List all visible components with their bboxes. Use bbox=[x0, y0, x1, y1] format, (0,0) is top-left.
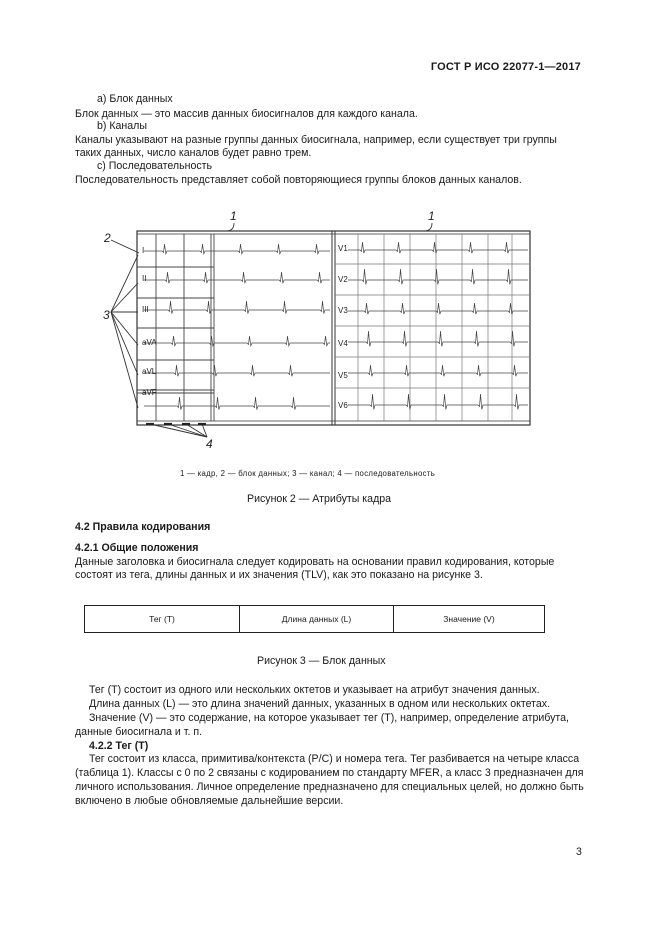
lead-label-left: III bbox=[142, 305, 149, 314]
tlv-value-cell: Значение (V) bbox=[443, 614, 495, 624]
callout-channel-leaders bbox=[111, 255, 138, 408]
lead-label-right: V1 bbox=[338, 244, 348, 253]
callout-sequence: 4 bbox=[206, 437, 213, 451]
ecg-trace bbox=[348, 242, 528, 253]
figure2-legend: 1 — кадр, 2 — блок данных; 3 — канал; 4 — последовательность bbox=[180, 469, 436, 478]
lead-label-left: aVA bbox=[142, 338, 157, 347]
section-4-2-1-text-2: состоят из тега, длины данных и их значения (TLV), как это показано на рисунке 3. bbox=[75, 569, 483, 581]
left-lead-labels bbox=[142, 246, 157, 397]
item-a-text: Блок данных — это массив данных биосигналов для каждого канала. bbox=[75, 108, 418, 120]
lead-label-left: aVF bbox=[142, 388, 157, 397]
section-4-2-1-title: 4.2.1 Общие положения bbox=[75, 542, 199, 554]
ecg-trace bbox=[144, 272, 330, 283]
item-b-text-1: Каналы указывают на разные группы данных биосигнала, например, если существует три группы bbox=[75, 134, 557, 146]
section-4-2-2-line-1: Тег состоит из класса, примитива/контекста (P/C) и номера тега. Тег разбивается на четыре класса bbox=[89, 753, 580, 765]
definition-value-1: Значение (V) — это содержание, на которое указывает тег (Т), например, определение атрибута, bbox=[89, 712, 569, 724]
callout-channel: 3 bbox=[103, 308, 110, 322]
document-header: ГОСТ Р ИСО 22077-1—2017 bbox=[430, 61, 581, 73]
callout-frame-left-leader bbox=[226, 223, 234, 231]
ecg-trace bbox=[144, 336, 330, 346]
right-lead-labels bbox=[338, 244, 348, 410]
lead-label-right: V2 bbox=[338, 275, 348, 284]
callout-frame-right: 1 bbox=[428, 209, 435, 223]
lead-label-right: V6 bbox=[338, 401, 348, 410]
item-a-title: a) Блок данных bbox=[97, 93, 173, 105]
section-4-2-2-title: 4.2.2 Тег (Т) bbox=[89, 740, 149, 752]
ecg-trace bbox=[348, 394, 528, 409]
frame-attributes-figure bbox=[0, 200, 661, 490]
callout-frame-right-leader bbox=[424, 223, 432, 231]
section-4-2-1-text-1: Данные заголовка и биосигнала следует кодировать на основании правил кодирования, которые bbox=[75, 556, 555, 568]
callout-data-block-leader bbox=[111, 240, 139, 253]
ecg-trace bbox=[144, 365, 330, 376]
figure3-caption: Рисунок 3 — Блок данных bbox=[257, 655, 386, 667]
definition-tag: Тег (Т) состоит из одного или нескольких октетов и указывает на атрибут значения данных. bbox=[89, 684, 540, 696]
tlv-data-block-table bbox=[84, 605, 545, 633]
figure2-caption: Рисунок 2 — Атрибуты кадра bbox=[247, 493, 392, 505]
section-4-2-2-line-3: личного использования. Личное определение предназначено для специальных целей, но должно быть bbox=[75, 781, 584, 793]
item-b-title: b) Каналы bbox=[97, 120, 147, 132]
ecg-trace bbox=[348, 365, 528, 376]
item-b-text-2: таких данных, число каналов будет равно трем. bbox=[75, 147, 312, 159]
tlv-length-cell: Длина данных (L) bbox=[240, 606, 394, 632]
ecg-trace bbox=[144, 301, 330, 314]
lead-label-right: V5 bbox=[338, 371, 348, 380]
item-c-text: Последовательность представляет собой повторяющиеся группы блоков данных каналов. bbox=[75, 174, 522, 186]
section-4-2-2-line-4: включено в любые обновляемые дальнейшие версии. bbox=[75, 795, 344, 807]
item-c-title: c) Последовательность bbox=[97, 160, 213, 172]
ecg-trace bbox=[144, 244, 330, 254]
lead-label-right: V3 bbox=[338, 306, 348, 315]
tlv-tag-cell: Тег (Т) bbox=[85, 606, 240, 632]
lead-label-left: aVL bbox=[142, 367, 157, 376]
ecg-trace bbox=[348, 303, 528, 314]
lead-label-left: II bbox=[142, 274, 147, 283]
callout-sequence-leaders bbox=[150, 424, 207, 437]
lead-label-right: V4 bbox=[338, 339, 348, 348]
right-data-block-grid bbox=[335, 234, 530, 421]
definition-length: Длина данных (L) — это длина значений данных, указанных в одном или нескольких октетах. bbox=[89, 698, 551, 710]
section-4-2-2-line-2: (таблица 1). Классы с 0 по 2 связаны с кодированием по стандарту MFER, а класс 3 предназначен для bbox=[75, 767, 584, 779]
page-number: 3 bbox=[576, 846, 582, 858]
lead-label-left: I bbox=[142, 246, 145, 255]
ecg-trace bbox=[348, 269, 528, 284]
callout-frame-left: 1 bbox=[230, 209, 237, 223]
callout-data-block: 2 bbox=[104, 231, 111, 245]
section-4-2-title: 4.2 Правила кодирования bbox=[75, 521, 211, 533]
ecg-trace bbox=[144, 397, 330, 410]
definition-value-2: данные биосигнала и т. п. bbox=[75, 726, 203, 738]
ecg-trace bbox=[348, 331, 528, 346]
